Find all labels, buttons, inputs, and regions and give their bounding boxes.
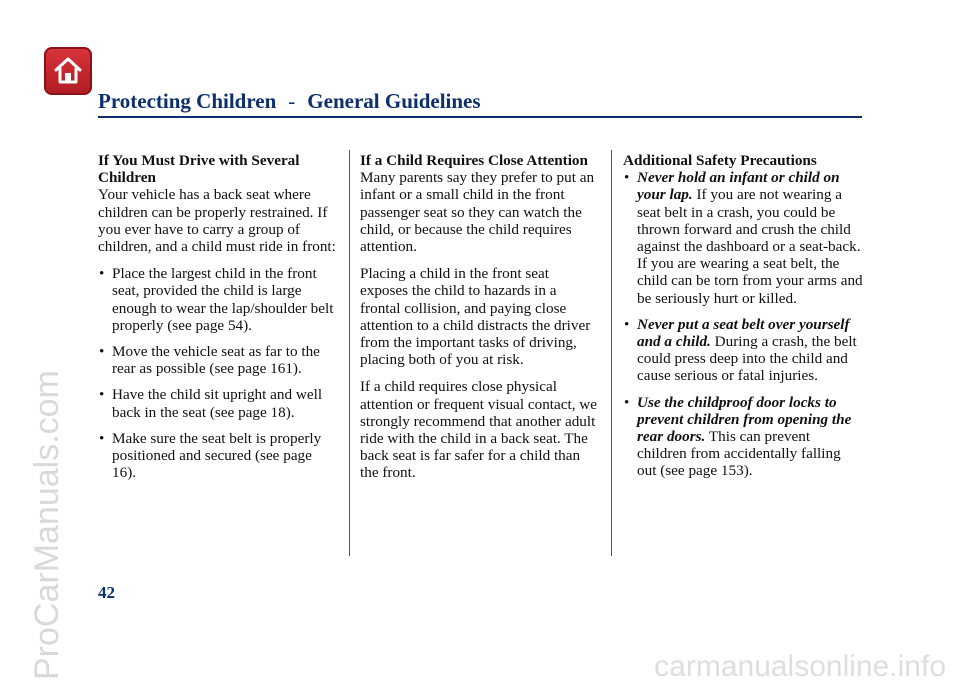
warning-emphasis: Never put a seat belt over yourself and a child.: [637, 315, 850, 351]
intro-paragraph: Your vehicle has a back seat where children can be properly restrained. If you ever have to carry a group of children, and a child must ride in front:: [98, 186, 336, 256]
column-divider: [611, 150, 612, 556]
paragraph: Placing a child in the front seat exposes the child to hazards in a frontal collision, and paying close attention to a child distracts the driver from the important tasks of driving, placing both of you at risk.: [360, 265, 591, 369]
warning-emphasis: Use the childproof door locks to prevent children from opening the rear doors.: [637, 393, 852, 446]
home-icon: [52, 55, 84, 87]
column-divider: [349, 150, 350, 556]
bottom-watermark: carmanualsonline.info: [654, 650, 946, 683]
bullet-icon: •: [99, 386, 105, 404]
heading-safety-precautions: Additional Safety Precautions: [623, 152, 817, 169]
list-item-text: Move the vehicle seat as far to the rear as possible (see page 161).: [112, 343, 320, 378]
list-item: [98, 386, 338, 420]
list-item-text: This can prevent children from accidentally falling out (see page 153).: [637, 428, 841, 480]
column-safety-precautions: [623, 152, 863, 489]
list-item: [623, 316, 863, 385]
precaution-list: [98, 265, 338, 481]
heading-close-attention: If a Child Requires Close Attention: [360, 152, 588, 169]
warning-emphasis: Never hold an infant or child on your lap.: [637, 169, 840, 204]
home-button[interactable]: [44, 47, 92, 95]
list-item-text: Make sure the seat belt is properly positioned and secured (see page 16).: [112, 429, 322, 482]
column-several-children: [98, 152, 338, 490]
paragraph: If a child requires close physical attention or frequent visual contact, we strongly recommend that another adult ride with the child in a back seat. The back seat is far safer for a child than the front.: [360, 378, 598, 482]
list-item-text: During a crash, the belt could press deep into the child and cause serious or fatal injuries.: [637, 333, 857, 385]
list-item: [98, 265, 338, 334]
bullet-icon: •: [99, 343, 105, 361]
bullet-icon: •: [624, 169, 630, 187]
title-separator: -: [288, 89, 296, 113]
heading-several-children: If You Must Drive with Several Children: [98, 152, 300, 187]
safety-list: [623, 169, 863, 479]
list-item-text: If you are not wearing a seat belt in a crash, you could be thrown forward and crush the child against the dashboard or a seat-back. If you are wearing a seat belt, the child can be torn from your arms and be seriously hurt or killed.: [637, 186, 863, 307]
subsection-title: General Guidelines: [307, 89, 481, 113]
list-item: [98, 343, 338, 377]
section-header: [98, 89, 481, 114]
list-item-text: Place the largest child in the front seat, provided the child is large enough to wear the lap/shoulder belt properly (see page 54).: [112, 265, 334, 334]
bullet-icon: •: [624, 315, 630, 333]
paragraph: Many parents say they prefer to put an infant or a small child in the front passenger seat so they can watch the child, or because the child requires attention.: [360, 169, 595, 256]
section-title: Protecting Children: [98, 89, 277, 113]
header-rule: [98, 116, 862, 118]
side-watermark: ProCarManuals.com: [28, 370, 66, 680]
bullet-icon: •: [99, 429, 105, 447]
column-close-attention: [360, 152, 600, 492]
bullet-icon: •: [99, 265, 105, 283]
list-item: [623, 394, 863, 480]
list-item-text: Have the child sit upright and well back in the seat (see page 18).: [112, 386, 323, 421]
list-item: [98, 430, 338, 482]
bullet-icon: •: [624, 393, 630, 411]
list-item: [623, 169, 863, 307]
page-number: 42: [98, 583, 115, 602]
